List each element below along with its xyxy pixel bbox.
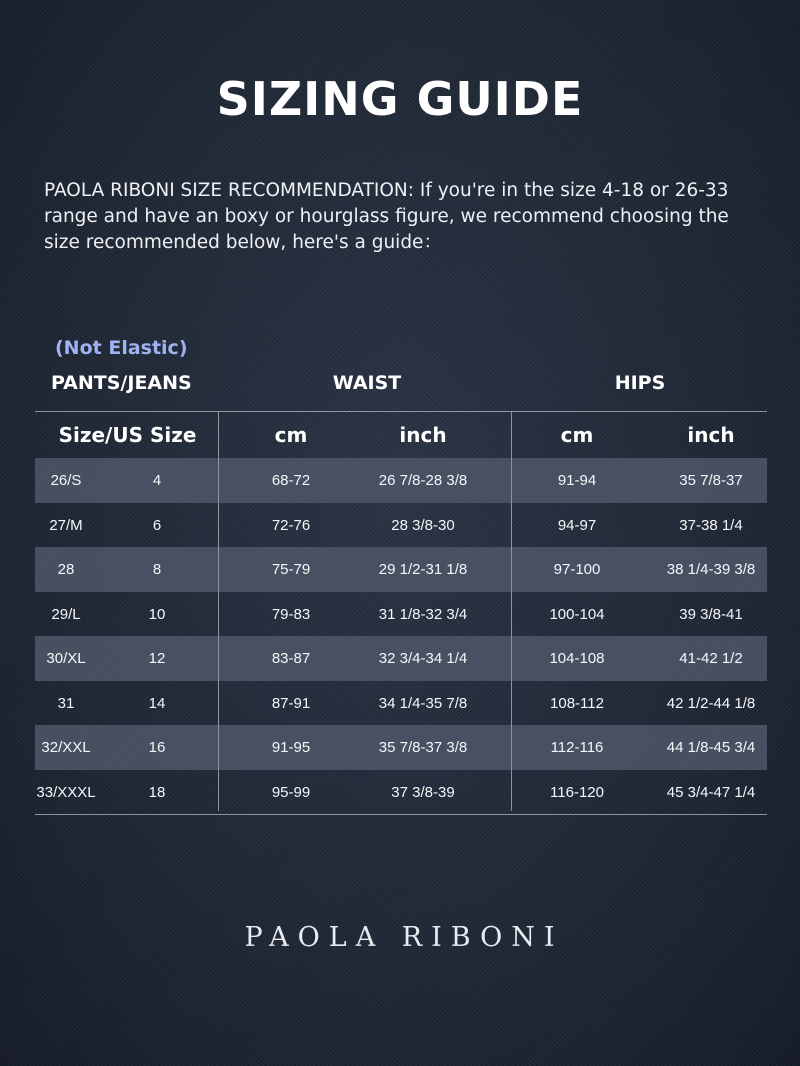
cell-us-size: 16 — [148, 739, 166, 756]
cell-hips-inch: 41-42 1/2 — [679, 650, 743, 667]
intro-line-2: range and have an boxy or hourglass figure, we recommend choosing the — [44, 206, 729, 227]
cell-waist-inch: 28 3/8-30 — [391, 516, 455, 534]
hips-group-header: HIPS — [614, 372, 666, 394]
table-bottom-rule — [35, 814, 767, 815]
divider-waist-hips — [511, 411, 512, 811]
cell-size: 30/XL — [46, 650, 86, 667]
cell-us-size: 8 — [152, 561, 162, 578]
cell-waist-inch: 26 7/8-28 3/8 — [378, 472, 468, 489]
cell-size: 29/L — [51, 605, 81, 623]
cell-waist-inch: 32 3/4-34 1/4 — [378, 650, 468, 667]
cell-us-size: 18 — [148, 783, 166, 801]
brand-logo-text: PAOLA RIBONI — [244, 922, 564, 953]
pants-jeans-label: PANTS/JEANS — [51, 372, 192, 394]
cell-hips-cm: 112-116 — [550, 739, 604, 756]
cell-hips-inch: 35 7/8-37 — [679, 472, 743, 489]
cell-hips-cm: 97-100 — [553, 561, 601, 578]
table-header-row — [35, 412, 767, 458]
cell-size: 33/XXXL — [36, 783, 96, 801]
header-hips-inch: inch — [687, 423, 735, 447]
table-row — [35, 770, 767, 815]
cell-hips-inch: 44 1/8-45 3/4 — [666, 739, 756, 756]
cell-waist-inch: 34 1/4-35 7/8 — [378, 694, 468, 712]
table-row — [35, 458, 767, 503]
table-row — [35, 725, 767, 770]
cell-waist-cm: 72-76 — [271, 516, 311, 534]
cell-waist-inch: 29 1/2-31 1/8 — [378, 561, 468, 578]
table-row — [35, 681, 767, 726]
header-size: Size/US Size — [58, 423, 197, 447]
cell-size: 28 — [57, 561, 75, 578]
header-waist-cm: cm — [274, 423, 308, 447]
cell-hips-inch: 42 1/2-44 1/8 — [666, 694, 756, 712]
cell-hips-inch: 45 3/4-47 1/4 — [666, 783, 756, 801]
cell-hips-cm: 100-104 — [549, 605, 605, 623]
cell-waist-cm: 68-72 — [271, 472, 311, 489]
cell-hips-cm: 91-94 — [557, 472, 597, 489]
page-title: SIZING GUIDE — [216, 72, 584, 126]
table-row — [35, 547, 767, 592]
table-row — [35, 592, 767, 637]
divider-size-waist — [218, 411, 219, 811]
header-waist-inch: inch — [399, 423, 447, 447]
cell-us-size: 10 — [148, 605, 166, 623]
cell-us-size: 4 — [152, 472, 162, 489]
cell-hips-cm: 94-97 — [557, 516, 597, 534]
size-table — [35, 411, 767, 815]
cell-us-size: 6 — [152, 516, 162, 534]
cell-hips-cm: 104-108 — [549, 650, 605, 667]
cell-waist-cm: 79-83 — [271, 605, 311, 623]
intro-line-3: size recommended below, here's a guide： — [44, 232, 442, 253]
cell-hips-inch: 38 1/4-39 3/8 — [666, 561, 756, 578]
cell-us-size: 12 — [148, 650, 166, 667]
size-recommendation-text — [44, 178, 764, 256]
cell-waist-inch: 37 3/8-39 — [391, 783, 455, 801]
table-row — [35, 503, 767, 548]
cell-size: 26/S — [50, 472, 82, 489]
waist-group-header: WAIST — [332, 372, 402, 394]
cell-waist-inch: 31 1/8-32 3/4 — [378, 605, 468, 623]
cell-waist-inch: 35 7/8-37 3/8 — [378, 739, 468, 756]
cell-waist-cm: 91-95 — [271, 739, 311, 756]
cell-waist-cm: 95-99 — [271, 783, 311, 801]
cell-hips-cm: 108-112 — [550, 694, 604, 712]
cell-hips-inch: 37-38 1/4 — [679, 516, 743, 534]
cell-size: 32/XXL — [41, 739, 91, 756]
cell-hips-inch: 39 3/8-41 — [679, 605, 743, 623]
cell-hips-cm: 116-120 — [550, 783, 604, 801]
cell-waist-cm: 87-91 — [271, 694, 311, 712]
header-hips-cm: cm — [560, 423, 594, 447]
cell-us-size: 14 — [148, 694, 166, 712]
cell-size: 27/M — [49, 516, 83, 534]
intro-line-1: PAOLA RIBONI SIZE RECOMMENDATION: If you're in the size 4-18 or 26-33 — [44, 180, 729, 201]
table-row — [35, 636, 767, 681]
not-elastic-note: (Not Elastic) — [55, 337, 188, 359]
cell-waist-cm: 83-87 — [271, 650, 311, 667]
cell-size: 31 — [57, 694, 75, 712]
cell-waist-cm: 75-79 — [271, 561, 311, 578]
